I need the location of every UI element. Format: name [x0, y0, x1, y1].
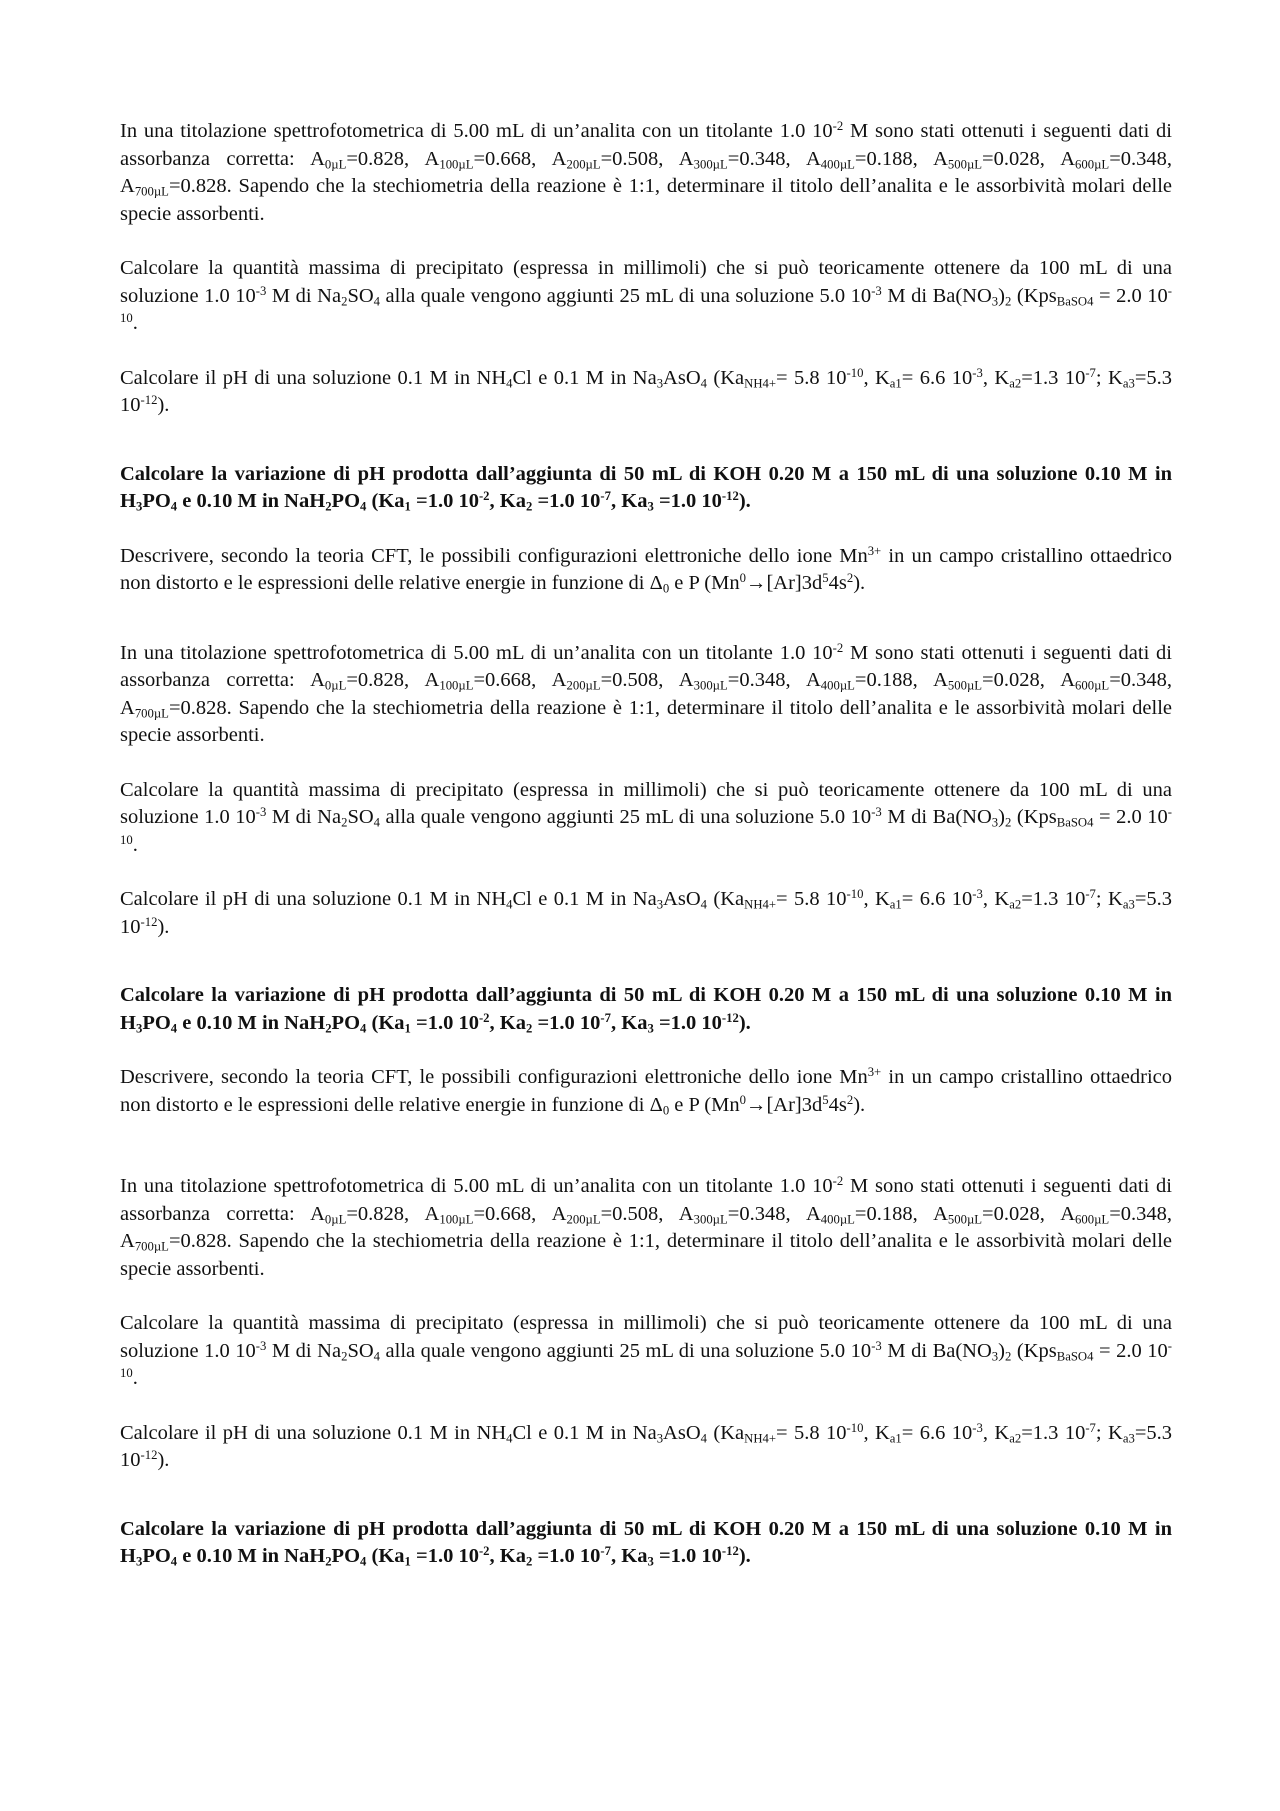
- text-run: .: [132, 833, 138, 856]
- subscript: BaSO4: [1056, 815, 1094, 830]
- subscript: 100µL: [439, 157, 474, 172]
- text-run: =1.0 10: [532, 1011, 601, 1034]
- text-run: PO: [331, 1011, 361, 1034]
- text-run: SO: [347, 284, 374, 307]
- superscript: 2: [846, 571, 854, 586]
- text-run: AsO: [663, 366, 701, 389]
- superscript: -3: [871, 1338, 882, 1353]
- subscript: 3: [135, 1021, 143, 1036]
- superscript: -12: [721, 489, 739, 504]
- text-run: M di Ba(NO: [881, 284, 992, 307]
- paragraph-q13: [120, 1420, 1172, 1475]
- subscript: 4: [170, 499, 178, 514]
- text-run: 4s: [828, 1093, 847, 1116]
- text-run: , Ka: [611, 1545, 648, 1567]
- text-run: →[Ar]3d: [745, 1093, 823, 1116]
- subscript: 3: [656, 897, 664, 912]
- text-run: M di Ba(NO: [881, 1339, 992, 1362]
- text-run: Calcolare il pH di una soluzione 0.1 M in NH: [120, 1421, 507, 1444]
- text-run: , Ka: [489, 490, 526, 512]
- subscript: 500µL: [947, 678, 983, 693]
- text-run: In una titolazione spettrofotometrica di 5.00 mL di un’analita con un titolante 1.0 10: [120, 641, 833, 664]
- text-run: =0.668, A: [473, 147, 567, 170]
- text-run: =0.348, A: [727, 1202, 821, 1225]
- text-run: (Ka: [707, 888, 745, 910]
- subscript: 1: [404, 1554, 411, 1569]
- superscript: -7: [600, 1010, 612, 1025]
- subscript: 100µL: [439, 1212, 474, 1227]
- subscript: 700µL: [134, 706, 169, 721]
- text-run: =1.0 10: [410, 1545, 479, 1567]
- text-run: =0.028, A: [982, 147, 1076, 170]
- text-run: ).: [738, 1545, 751, 1567]
- text-run: Descrivere, secondo la teoria CFT, le possibili configurazioni elettroniche dello ione Mn: [120, 1066, 868, 1088]
- subscript: NH4+: [744, 376, 777, 391]
- superscript: -3: [255, 805, 267, 820]
- text-run: =0.188, A: [854, 147, 948, 170]
- superscript: -10: [120, 1338, 1172, 1381]
- text-run: e 0.10 M in NaH: [177, 1545, 326, 1567]
- text-run: , K: [982, 366, 1010, 389]
- text-run: M sono stati ottenuti i seguenti dati di assorbanza corretta: A: [120, 120, 1173, 170]
- text-run: = 5.8 10: [776, 366, 847, 389]
- superscript: -2: [832, 119, 844, 134]
- subscript: 300µL: [693, 157, 728, 172]
- text-run: =1.3 10: [1021, 366, 1086, 389]
- subscript: 3: [991, 1349, 999, 1364]
- superscript: -7: [600, 489, 612, 504]
- subscript: a2: [1009, 1431, 1022, 1446]
- text-run: Calcolare la variazione di pH prodotta dall’aggiunta di 50 mL di KOH 0.20 M a 150 mL di una soluzione 0.10 M in H: [120, 1517, 1172, 1567]
- superscript: -7: [1085, 887, 1096, 902]
- text-run: PO: [142, 1011, 171, 1034]
- subscript: 300µL: [693, 1212, 728, 1227]
- subscript: 2: [341, 294, 348, 309]
- spacer: [120, 859, 1172, 886]
- superscript: 0: [739, 1092, 746, 1107]
- text-run: e P (Mn: [669, 1093, 740, 1116]
- text-run: M di Ba(NO: [881, 806, 992, 828]
- subscript: a3: [1122, 1431, 1135, 1446]
- text-run: , Ka: [611, 1011, 648, 1034]
- text-run: e 0.10 M in NaH: [177, 490, 326, 512]
- text-run: , K: [982, 1421, 1010, 1444]
- text-run: Calcolare la variazione di pH prodotta dall’aggiunta di 50 mL di KOH 0.20 M a 150 mL di una soluzione 0.10 M in H: [120, 984, 1172, 1034]
- subscript: 2: [325, 1554, 332, 1569]
- text-run: = 2.0 10: [1093, 284, 1168, 307]
- paragraph-q11: [120, 1173, 1172, 1283]
- text-run: , K: [863, 888, 890, 910]
- subscript: 300µL: [693, 678, 728, 693]
- subscript: a1: [889, 376, 902, 391]
- text-run: =0.348, A: [727, 147, 821, 170]
- superscript: -12: [140, 393, 158, 408]
- superscript: -12: [140, 914, 158, 929]
- superscript: -12: [721, 1544, 739, 1559]
- superscript: -10: [120, 283, 1172, 326]
- subscript: 2: [325, 1021, 332, 1036]
- text-run: =1.0 10: [532, 490, 601, 512]
- text-run: e 0.10 M in NaH: [177, 1011, 326, 1034]
- subscript: 3: [647, 1021, 654, 1036]
- text-run: , K: [982, 888, 1010, 910]
- subscript: 4: [373, 815, 381, 830]
- spacer: [120, 1119, 1172, 1173]
- text-run: = 6.6 10: [901, 1421, 973, 1444]
- subscript: a1: [889, 1431, 902, 1446]
- subscript: a2: [1009, 376, 1022, 391]
- text-run: PO: [331, 1545, 361, 1567]
- text-run: SO: [347, 806, 374, 828]
- paragraph-q9: [120, 982, 1172, 1037]
- superscript: -10: [846, 365, 864, 380]
- subscript: 3: [656, 376, 664, 391]
- text-run: =0.828. Sapendo che la stechiometria della reazione è 1:1, determinare il titolo dell’analita e le assorbività molari delle specie assorbenti.: [120, 696, 1172, 746]
- subscript: 0: [662, 581, 670, 596]
- subscript: 1: [404, 499, 411, 514]
- text-run: =1.3 10: [1021, 1421, 1086, 1444]
- superscript: -3: [871, 283, 882, 298]
- text-run: PO: [142, 490, 171, 512]
- text-run: M di Na: [266, 284, 342, 307]
- text-run: =0.828, A: [346, 669, 440, 691]
- subscript: 0µL: [324, 157, 347, 172]
- text-run: alla quale vengono aggiunti 25 mL di una soluzione 5.0 10: [380, 284, 872, 307]
- text-run: =1.3 10: [1021, 888, 1086, 910]
- superscript: -10: [846, 887, 864, 902]
- text-run: , K: [863, 366, 890, 389]
- subscript: 400µL: [820, 678, 855, 693]
- superscript: -12: [140, 1448, 158, 1463]
- superscript: -7: [600, 1544, 612, 1559]
- subscript: 3: [991, 815, 999, 830]
- text-run: = 2.0 10: [1093, 1339, 1168, 1362]
- subscript: 200µL: [566, 1212, 601, 1227]
- subscript: 2: [341, 1349, 348, 1364]
- text-run: =0.028, A: [982, 1202, 1076, 1225]
- spacer: [120, 598, 1172, 640]
- subscript: 4: [360, 499, 367, 514]
- subscript: 3: [135, 499, 143, 514]
- subscript: 4: [506, 897, 513, 912]
- text-run: Descrivere, secondo la teoria CFT, le possibili configurazioni elettroniche dello ione Mn: [120, 544, 868, 567]
- paragraph-q12: [120, 1310, 1172, 1393]
- subscript: 1: [404, 1021, 411, 1036]
- subscript: 4: [700, 897, 707, 912]
- text-run: e P (Mn: [669, 572, 740, 594]
- subscript: 500µL: [947, 1212, 983, 1227]
- spacer: [120, 750, 1172, 777]
- text-run: ).: [738, 490, 751, 512]
- subscript: 600µL: [1075, 678, 1110, 693]
- text-run: =5.3 10: [120, 1421, 1173, 1471]
- text-run: (Ka: [707, 1421, 745, 1444]
- superscript: 3+: [867, 543, 882, 558]
- subscript: 2: [341, 815, 348, 830]
- superscript: -7: [1085, 1420, 1096, 1435]
- spacer: [120, 1393, 1172, 1420]
- subscript: 2: [526, 499, 533, 514]
- text-run: alla quale vengono aggiunti 25 mL di una soluzione 5.0 10: [380, 1339, 872, 1362]
- spacer: [120, 1283, 1172, 1310]
- text-run: =1.0 10: [410, 490, 479, 512]
- text-run: =0.188, A: [854, 1202, 948, 1225]
- paragraph-q4: [120, 461, 1172, 516]
- superscript: 3+: [867, 1065, 882, 1080]
- superscript: 5: [822, 571, 829, 586]
- text-run: (Kps: [1011, 1339, 1057, 1362]
- superscript: -2: [478, 489, 490, 504]
- superscript: 2: [846, 1092, 854, 1107]
- paragraph-q5: [120, 543, 1172, 598]
- text-run: SO: [347, 1339, 374, 1362]
- paragraph-q8: [120, 886, 1172, 941]
- paragraph-q1: [120, 118, 1172, 228]
- subscript: 0µL: [324, 678, 347, 693]
- text-run: 4s: [828, 572, 847, 594]
- text-run: .: [132, 1367, 138, 1389]
- subscript: 200µL: [566, 678, 601, 693]
- text-run: =1.0 10: [653, 490, 722, 512]
- subscript: BaSO4: [1056, 1349, 1094, 1364]
- text-run: Calcolare la quantità massima di precipitato (espressa in millimoli) che si può teoricamente ottenere da 100 mL di una soluzione 1.0 10: [120, 257, 1172, 307]
- text-run: , Ka: [489, 1545, 526, 1567]
- text-run: M di Na: [266, 1339, 342, 1362]
- subscript: a2: [1009, 897, 1022, 912]
- text-run: =0.508, A: [600, 669, 694, 691]
- text-run: Cl e 0.1 M in Na: [512, 888, 657, 910]
- subscript: 700µL: [134, 184, 169, 199]
- superscript: -7: [1085, 365, 1096, 380]
- text-run: ): [998, 806, 1005, 828]
- spacer: [120, 1037, 1172, 1064]
- subscript: 4: [506, 1431, 513, 1446]
- text-run: ).: [157, 915, 170, 938]
- superscript: 5: [822, 1092, 829, 1107]
- subscript: 2: [526, 1021, 533, 1036]
- text-run: Calcolare il pH di una soluzione 0.1 M in NH: [120, 888, 507, 910]
- subscript: 600µL: [1075, 1212, 1110, 1227]
- text-run: =0.828. Sapendo che la stechiometria della reazione è 1:1, determinare il titolo dell’analita e le assorbività molari delle specie assorbenti.: [120, 1230, 1172, 1280]
- text-run: ).: [853, 1093, 866, 1116]
- subscript: 2: [1004, 1349, 1012, 1364]
- text-run: =0.348, A: [120, 1202, 1172, 1252]
- superscript: -3: [972, 365, 983, 380]
- text-run: PO: [142, 1545, 171, 1567]
- superscript: -12: [721, 1010, 739, 1025]
- spacer: [120, 516, 1172, 543]
- subscript: 400µL: [820, 157, 855, 172]
- text-run: = 5.8 10: [776, 888, 847, 910]
- text-run: = 2.0 10: [1093, 806, 1168, 828]
- subscript: 600µL: [1075, 157, 1110, 172]
- text-run: = 5.8 10: [776, 1421, 847, 1444]
- paragraph-q10: [120, 1064, 1172, 1119]
- text-run: =0.668, A: [473, 1202, 567, 1225]
- text-run: =5.3 10: [120, 366, 1173, 416]
- subscript: 2: [325, 499, 332, 514]
- text-run: Calcolare la quantità massima di precipitato (espressa in millimoli) che si può teoricamente ottenere da 100 mL di una soluzione 1.0 10: [120, 778, 1172, 828]
- text-run: =0.828. Sapendo che la stechiometria della reazione è 1:1, determinare il titolo dell’analita e le assorbività molari delle specie assorbenti.: [120, 175, 1172, 225]
- text-run: =0.668, A: [473, 669, 567, 691]
- subscript: 3: [991, 294, 999, 309]
- text-run: , Ka: [489, 1011, 526, 1034]
- text-run: =0.188, A: [854, 669, 948, 691]
- superscript: -2: [478, 1544, 490, 1559]
- superscript: -3: [871, 805, 882, 820]
- spacer: [120, 941, 1172, 982]
- subscript: 0: [662, 1103, 670, 1118]
- subscript: 2: [1004, 294, 1012, 309]
- text-run: Calcolare il pH di una soluzione 0.1 M in NH: [120, 366, 507, 389]
- text-run: ).: [157, 394, 170, 416]
- text-run: =0.828, A: [346, 1202, 440, 1225]
- text-run: = 6.6 10: [901, 366, 973, 389]
- subscript: 2: [1004, 815, 1012, 830]
- subscript: 4: [506, 376, 513, 391]
- text-run: ; K: [1095, 888, 1123, 910]
- subscript: 3: [135, 1554, 143, 1569]
- superscript: -3: [972, 887, 983, 902]
- text-run: M sono stati ottenuti i seguenti dati di assorbanza corretta: A: [120, 641, 1173, 691]
- superscript: -2: [832, 640, 844, 655]
- superscript: 0: [739, 571, 746, 586]
- subscript: a3: [1122, 897, 1135, 912]
- text-run: ).: [738, 1011, 751, 1034]
- text-run: ; K: [1095, 1421, 1123, 1444]
- text-run: ).: [157, 1449, 170, 1471]
- text-run: In una titolazione spettrofotometrica di 5.00 mL di un’analita con un titolante 1.0 10: [120, 120, 833, 142]
- subscript: 4: [700, 1431, 707, 1446]
- text-run: =0.348, A: [120, 147, 1172, 197]
- subscript: a1: [889, 897, 902, 912]
- text-run: =1.0 10: [653, 1011, 722, 1034]
- text-run: M sono stati ottenuti i seguenti dati di assorbanza corretta: A: [120, 1175, 1173, 1225]
- text-run: Calcolare la variazione di pH prodotta dall’aggiunta di 50 mL di KOH 0.20 M a 150 mL di una soluzione 0.10 M in H: [120, 462, 1172, 512]
- subscript: 4: [360, 1021, 367, 1036]
- subscript: 4: [373, 294, 381, 309]
- subscript: 3: [647, 499, 654, 514]
- paragraph-q6: [120, 640, 1172, 750]
- text-run: =0.508, A: [600, 147, 694, 170]
- superscript: -3: [255, 283, 267, 298]
- text-run: =0.348, A: [727, 669, 821, 691]
- subscript: 3: [656, 1431, 664, 1446]
- text-run: Cl e 0.1 M in Na: [512, 366, 657, 389]
- text-run: in un campo cristallino ottaedrico non distorto e le espressioni delle relative energie in funzione di Δ: [120, 544, 1173, 594]
- subscript: 3: [647, 1554, 654, 1569]
- spacer: [120, 1475, 1172, 1516]
- subscript: 4: [170, 1554, 178, 1569]
- text-run: PO: [331, 490, 361, 512]
- subscript: BaSO4: [1056, 294, 1094, 309]
- spacer: [120, 228, 1172, 255]
- subscript: 4: [373, 1349, 381, 1364]
- subscript: 4: [700, 376, 707, 391]
- text-run: =0.028, A: [982, 669, 1076, 691]
- text-run: =1.0 10: [653, 1545, 722, 1567]
- subscript: 4: [170, 1021, 178, 1036]
- text-run: =1.0 10: [532, 1545, 601, 1567]
- text-run: ): [998, 284, 1005, 307]
- text-run: M di Na: [266, 806, 342, 828]
- paragraph-q2: [120, 255, 1172, 338]
- text-run: AsO: [663, 888, 701, 910]
- text-run: alla quale vengono aggiunti 25 mL di una soluzione 5.0 10: [380, 806, 872, 828]
- superscript: -10: [846, 1420, 864, 1435]
- superscript: -3: [972, 1420, 983, 1435]
- text-run: ; K: [1095, 366, 1123, 389]
- text-run: =0.828, A: [346, 147, 440, 170]
- text-run: , Ka: [611, 490, 648, 512]
- subscript: 2: [526, 1554, 533, 1569]
- subscript: 400µL: [820, 1212, 855, 1227]
- text-run: =1.0 10: [410, 1011, 479, 1034]
- paragraph-q14: [120, 1516, 1172, 1571]
- text-run: (Ka: [707, 366, 745, 389]
- text-run: Cl e 0.1 M in Na: [512, 1421, 657, 1444]
- superscript: -3: [255, 1338, 267, 1353]
- subscript: 0µL: [324, 1212, 347, 1227]
- superscript: -10: [120, 805, 1172, 847]
- text-run: (Ka: [366, 1545, 405, 1567]
- text-run: , K: [863, 1421, 890, 1444]
- text-run: in un campo cristallino ottaedrico non distorto e le espressioni delle relative energie in funzione di Δ: [120, 1066, 1173, 1116]
- text-run: =0.508, A: [600, 1202, 694, 1225]
- superscript: -2: [478, 1010, 490, 1025]
- text-run: In una titolazione spettrofotometrica di 5.00 mL di un’analita con un titolante 1.0 10: [120, 1175, 833, 1197]
- text-run: .: [132, 312, 138, 334]
- paragraph-q7: [120, 777, 1172, 860]
- text-run: AsO: [663, 1421, 701, 1444]
- text-run: (Ka: [366, 1011, 405, 1034]
- subscript: 100µL: [439, 678, 474, 693]
- text-run: →[Ar]3d: [745, 572, 823, 594]
- subscript: 700µL: [134, 1239, 169, 1254]
- text-run: (Kps: [1011, 284, 1057, 307]
- spacer: [120, 420, 1172, 461]
- text-run: = 6.6 10: [901, 888, 973, 910]
- subscript: 500µL: [947, 157, 983, 172]
- subscript: 200µL: [566, 157, 601, 172]
- subscript: NH4+: [744, 1431, 777, 1446]
- subscript: 4: [360, 1554, 367, 1569]
- text-run: =5.3 10: [120, 888, 1173, 938]
- text-run: Calcolare la quantità massima di precipitato (espressa in millimoli) che si può teoricamente ottenere da 100 mL di una soluzione 1.0 10: [120, 1312, 1172, 1362]
- text-run: ).: [853, 572, 866, 594]
- spacer: [120, 338, 1172, 365]
- subscript: NH4+: [744, 897, 777, 912]
- text-run: (Ka: [366, 490, 405, 512]
- text-run: (Kps: [1011, 806, 1057, 828]
- text-run: ): [998, 1339, 1005, 1362]
- paragraph-q3: [120, 365, 1172, 420]
- subscript: a3: [1122, 376, 1135, 391]
- superscript: -2: [832, 1174, 844, 1189]
- text-run: =0.348, A: [120, 669, 1172, 719]
